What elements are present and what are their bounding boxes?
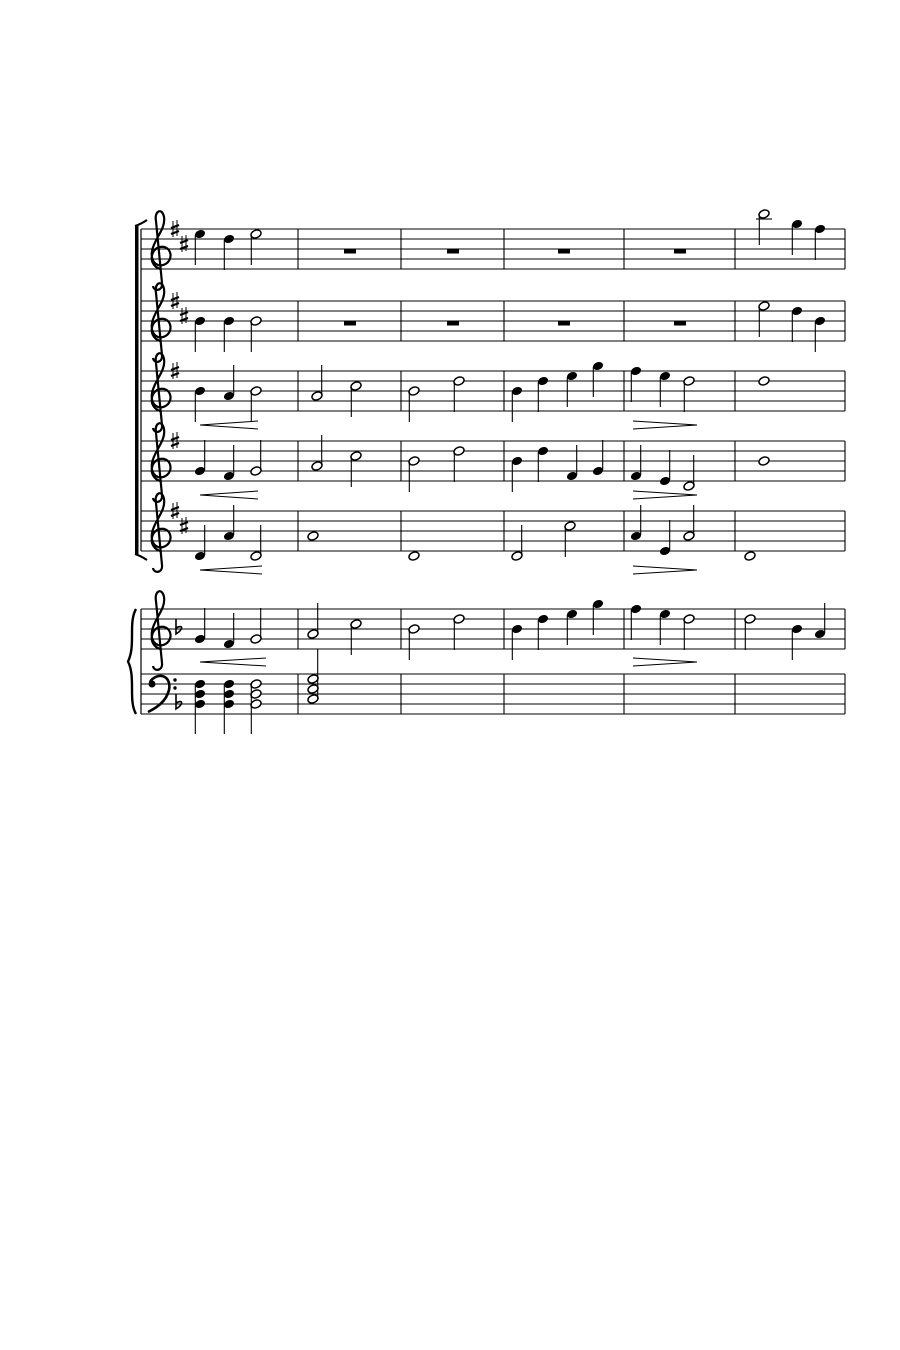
- bass-clef-icon: [149, 681, 156, 688]
- ensemble-bracket: [135, 554, 147, 560]
- decrescendo-hairpin: [633, 658, 697, 662]
- ensemble-bracket: [135, 220, 147, 226]
- treble-clef-icon: [152, 353, 171, 432]
- ensemble-bracket: [135, 226, 139, 554]
- note-head: [758, 456, 770, 467]
- note-head: [758, 376, 770, 387]
- crescendo-hairpin: [200, 658, 266, 662]
- treble-clef-icon: [152, 211, 171, 290]
- decrescendo-hairpin: [633, 491, 697, 495]
- rest-icon: [344, 321, 356, 326]
- note-head: [408, 551, 420, 562]
- rest-icon: [558, 321, 570, 326]
- flat-icon: [176, 694, 182, 709]
- system-1: [128, 209, 845, 734]
- decrescendo-hairpin: [633, 570, 697, 574]
- crescendo-hairpin: [200, 570, 262, 574]
- note-head: [307, 531, 319, 542]
- crescendo-hairpin: [200, 495, 258, 499]
- rest-icon: [447, 249, 459, 254]
- decrescendo-hairpin: [633, 425, 697, 429]
- bass-clef-icon: [173, 686, 176, 689]
- decrescendo-hairpin: [633, 421, 697, 425]
- treble-clef-icon: [152, 283, 171, 362]
- rest-icon: [344, 249, 356, 254]
- crescendo-hairpin: [200, 566, 262, 570]
- decrescendo-hairpin: [633, 495, 697, 499]
- rest-icon: [447, 321, 459, 326]
- crescendo-hairpin: [200, 421, 258, 425]
- crescendo-hairpin: [200, 425, 258, 429]
- decrescendo-hairpin: [633, 566, 697, 570]
- crescendo-hairpin: [200, 491, 258, 495]
- piano-brace: [128, 609, 136, 714]
- treble-clef-icon: [152, 493, 171, 572]
- rest-icon: [674, 321, 686, 326]
- note-head: [744, 551, 756, 562]
- rest-icon: [558, 249, 570, 254]
- treble-clef-icon: [152, 591, 171, 670]
- decrescendo-hairpin: [633, 662, 697, 666]
- treble-clef-icon: [152, 423, 171, 502]
- bass-clef-icon: [173, 678, 176, 681]
- flat-icon: [176, 619, 182, 634]
- crescendo-hairpin: [200, 662, 266, 666]
- rest-icon: [674, 249, 686, 254]
